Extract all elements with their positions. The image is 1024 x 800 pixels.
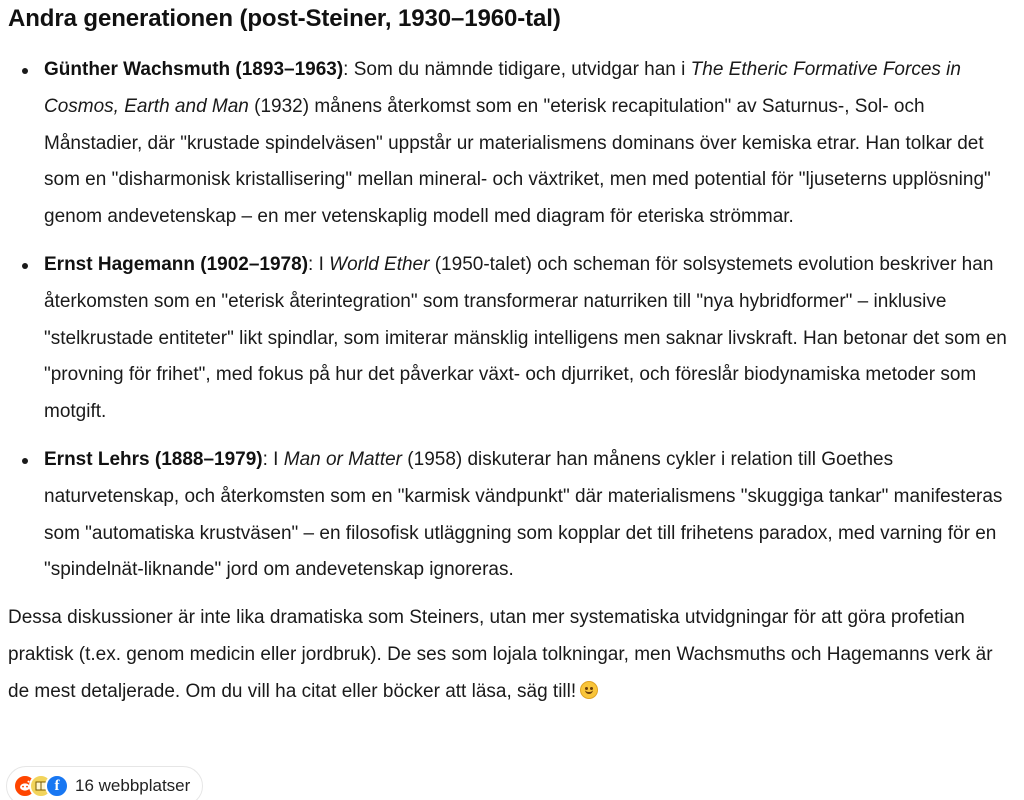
list-item: Ernst Hagemann (1902–1978): I World Ether (1950-talet) och scheman för solsystemets evolution beskriver han återkomsten som en "eterisk återintegration" som transformerar naturriken till "nya hybridformer" – inklusive "stelkrustade entiteter" likt spindlar, som imiterar mänsklig intelligens men saknar livskraft. Han betonar det som en "provning för frihet", med fokus på hur det påverkar växt- och djurriket, och föreslår biodynamiska metoder som motgift. — [8, 247, 1018, 431]
author-name: Ernst Hagemann (1902–1978) — [44, 253, 309, 275]
facebook-icon: f — [45, 774, 69, 798]
author-name: Ernst Lehrs (1888–1979) — [44, 448, 263, 470]
list-item: Günther Wachsmuth (1893–1963): Som du nämnde tidigare, utvidgar han i The Etheric Formative Forces in Cosmos, Earth and Man (1932) månens återkomst som en "eterisk recapitulation" av Saturnus-, Sol- och Månstadier, där "krustade spindelväsen" uppstår ur materialismens dominans över kemiska etrar. Han tolkar det som en "disharmonisk kristallisering" mellan mineral- och växtriket, men med potential för "ljuseterns upplösning" genom andevetenskap – en mer vetenskaplig modell med diagram för eteriska strömmar. — [8, 52, 1018, 236]
work-title: Man or Matter — [283, 448, 403, 470]
sources-button[interactable] — [6, 766, 203, 800]
sources-count-label: 16 webbplatser — [75, 776, 191, 795]
work-title: World Ether — [329, 253, 430, 275]
section-heading: Andra generationen (post-Steiner, 1930–1960-tal) — [8, 5, 561, 32]
response-content — [8, 0, 1018, 711]
source-favicons — [13, 774, 69, 798]
author-list — [8, 52, 1018, 589]
smiling-emoji-icon — [580, 681, 598, 699]
summary-paragraph: Dessa diskussioner är inte lika dramatiska som Steiners, utan mer systematiska utvidgningar för att göra profetian praktisk (t.ex. genom medicin eller jordbruk). De ses som lojala tolkningar, men Wachsmuths och Hagemanns verk är de mest detaljerade. Om du vill ha citat eller böcker att läsa, säg till! — [8, 607, 993, 702]
work-title: The Etheric Formative Forces in Cosmos, Earth and Man — [44, 59, 961, 117]
author-name: Günther Wachsmuth (1893–1963) — [44, 59, 344, 80]
list-item: Ernst Lehrs (1888–1979): I Man or Matter (1958) diskuterar han månens cykler i relation till Goethes naturvetenskap, och återkomsten som en "karmisk vändpunkt" där materialismens "skuggiga tankar" manifesteras som "automatiska krustväsen" – en filosofisk utläggning som kopplar det till frihetens paradox, med varning för en "spindelnät-liknande" jord om andevetenskap ignoreras. — [8, 442, 1018, 589]
